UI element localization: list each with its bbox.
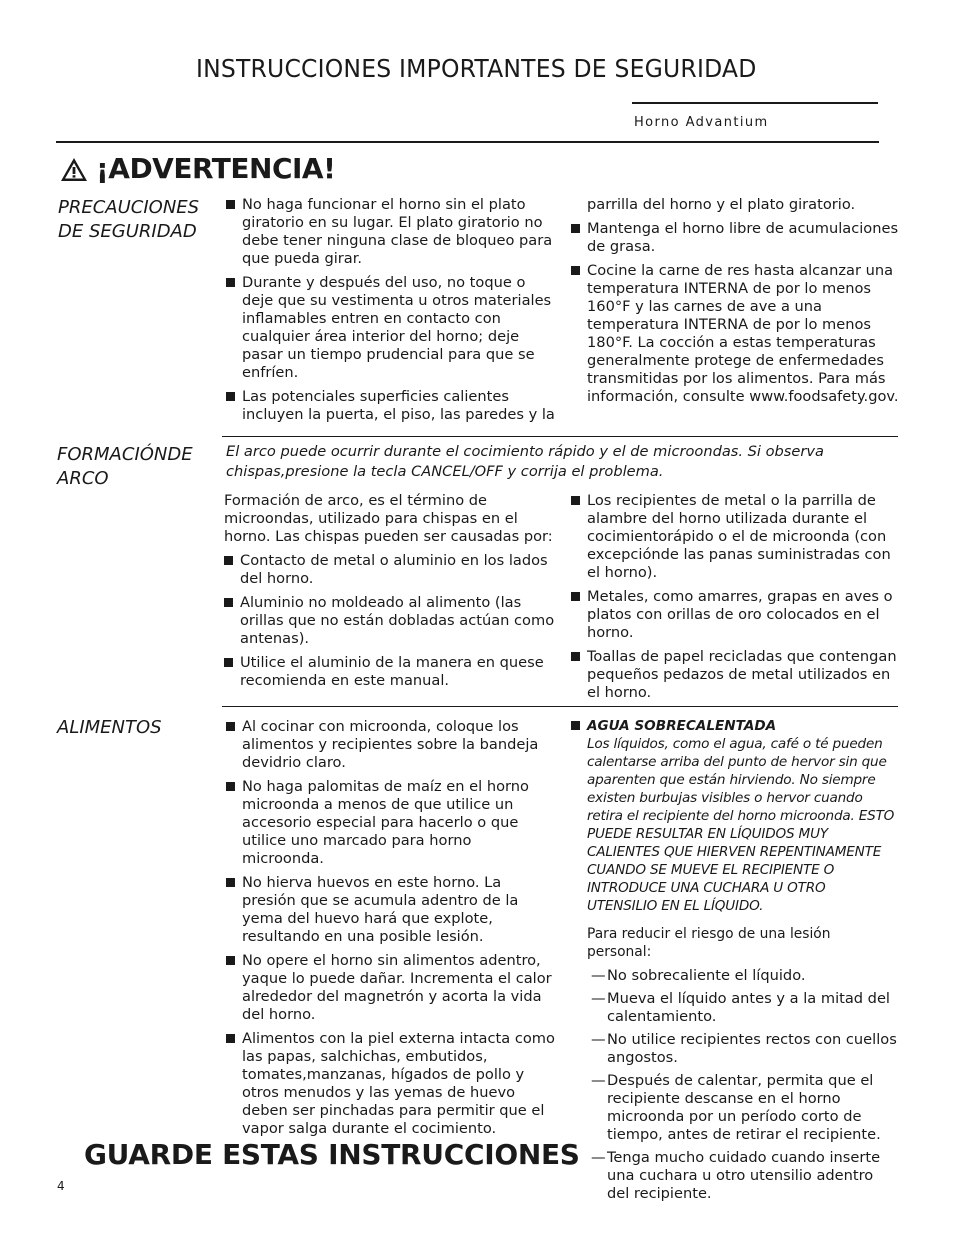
safety-section-label: PRECAUCIONES DE SEGURIDAD xyxy=(58,197,200,242)
arcing-intro: El arco puede ocurrir durante el cocimiento rápido y el de microondas. Si observa chispas,presione la tecla CANCEL/OFF y corrija el problema. xyxy=(226,443,824,480)
list-item: Los recipientes de metal o la parrilla de alambre del horno utilizada durante el cocimientorápido o el de microonda (con excepciónde las panas suministradas con el horno). xyxy=(571,492,901,582)
food-left-list xyxy=(226,718,556,1138)
list-item: No opere el horno sin alimentos adentro, yaque lo puede dañar. Incrementa el calor alrededor del magnetrón y acorta la vida del horno. xyxy=(226,952,556,1024)
food-right-column xyxy=(571,717,899,1208)
superheated-text: Los líquidos, como el agua, café o té pueden calentarse arriba del punto de hervor sin que aparenten que están hirviendo. No siempre existen burbujas visibles o hervor cuando retira el recipiente del horno microonda. ESTO PUEDE RESULTAR EN LÍQUIDOS MUY CALIENTES QUE HIERVEN REPENTINAMENTE CUANDO SE MUEVE EL RECIPIENTE O INTRODUCE UNA CUCHARA U OTRO UTENSILIO EN EL LÍQUIDO. xyxy=(587,736,895,914)
list-item: Al cocinar con microonda, coloque los alimentos y recipientes sobre la bandeja devidrio claro. xyxy=(226,718,556,772)
list-item: Contacto de metal o aluminio en los lados del horno. xyxy=(224,552,556,588)
product-name: Horno Advantium xyxy=(634,115,769,130)
list-item: Aluminio no moldeado al alimento (las orillas que no están dobladas actúan como antenas). xyxy=(224,594,556,648)
list-item: Utilice el aluminio de la manera en quese recomienda en este manual. xyxy=(224,654,556,690)
list-item: Durante y después del uso, no toque o deje que su vestimenta u otros materiales inflamables entren en contacto con cualquier área interior del horno; deje pasar un tiempo prudencial para que se enfríen. xyxy=(226,274,556,382)
food-left-column xyxy=(226,718,556,1144)
list-item: — Tenga mucho cuidado cuando inserte una cuchara u otro utensilio adentro del recipiente. xyxy=(591,1149,899,1203)
list-item: Alimentos con la piel externa intacta como las papas, salchichas, embutidos, tomates,manzanas, hígados de pollo y otros menudos y las yemas de huevo deben ser pinchadas para permitir que el vapor salga durante el cocimiento. xyxy=(226,1030,556,1138)
list-item: — Mueva el líquido antes y a la mitad del calentamiento. xyxy=(591,990,899,1026)
list-item: No hierva huevos en este horno. La presión que se acumula adentro de la yema del huevo hará que explote, resultando en una posible lesión. xyxy=(226,874,556,946)
warning-heading xyxy=(60,152,335,185)
safety-left-list xyxy=(226,196,556,424)
warning-triangle-icon xyxy=(60,156,88,181)
list-item: Toallas de papel recicladas que contengan pequeños pedazos de metal utilizados en el horno. xyxy=(571,648,901,702)
safety-right-list xyxy=(571,220,901,406)
arcing-right-list xyxy=(571,492,901,702)
reduce-risk-list xyxy=(571,967,899,1203)
arcing-definition: Formación de arco, es el término de microondas, utilizado para chispas en el horno. Las chispas pueden ser causadas por: xyxy=(224,492,553,545)
safety-right-column xyxy=(571,196,901,412)
section-divider xyxy=(222,706,898,707)
list-item: — Después de calentar, permita que el recipiente descanse en el horno microonda por un período corto de tiempo, antes de retirar el recipiente. xyxy=(591,1072,899,1144)
list-item: Cocine la carne de res hasta alcanzar una temperatura INTERNA de por lo menos 160°F y las carnes de ave a una temperatura INTERNA de por lo menos 180°F. La cocción a estas temperaturas generalmente protege de enfermedades transmitidas por los alimentos. Para más información, consulte www.foodsafety.gov. xyxy=(571,262,901,406)
header-short-rule xyxy=(632,102,878,104)
superheated-title: AGUA SOBRECALENTADA xyxy=(587,718,777,734)
list-item: No haga funcionar el horno sin el plato giratorio en su lugar. El plato giratorio no debe tener ninguna clase de bloqueo para que pueda girar. xyxy=(226,196,556,268)
superheated-heading xyxy=(571,717,899,735)
continuation-text: parrilla del horno y el plato giratorio. xyxy=(587,196,856,213)
arcing-section-label: FORMACIÓNDE ARCO xyxy=(57,444,193,489)
list-item: — No utilice recipientes rectos con cuellos angostos. xyxy=(591,1031,899,1067)
list-item: Las potenciales superficies calientes incluyen la puerta, el piso, las paredes y la xyxy=(226,388,556,424)
list-item: No haga palomitas de maíz en el horno microonda a menos de que utilice un accesorio especial para hacerlo o que utilice uno marcado para horno microonda. xyxy=(226,778,556,868)
warning-heading-text: ¡ADVERTENCIA! xyxy=(96,152,336,185)
safety-left-column xyxy=(226,196,556,430)
list-item: — No sobrecaliente el líquido. xyxy=(591,967,899,985)
arcing-left-column xyxy=(224,492,556,696)
list-item: Metales, como amarres, grapas en aves o platos con orillas de oro colocados en el horno. xyxy=(571,588,901,642)
list-item: Mantenga el horno libre de acumulaciones de grasa. xyxy=(571,220,901,256)
save-instructions-heading: GUARDE ESTAS INSTRUCCIONES xyxy=(84,1138,580,1171)
page-number: 4 xyxy=(57,1179,65,1193)
food-section-label: ALIMENTOS xyxy=(57,717,162,738)
page-title: INSTRUCCIONES IMPORTANTES DE SEGURIDAD xyxy=(196,54,757,83)
header-rule xyxy=(56,141,879,143)
reduce-risk-intro: Para reducir el riesgo de una lesión personal: xyxy=(587,926,831,960)
arcing-left-list xyxy=(224,552,556,690)
arcing-right-column xyxy=(571,492,901,708)
superheated-list xyxy=(571,717,899,735)
section-divider xyxy=(222,436,898,437)
